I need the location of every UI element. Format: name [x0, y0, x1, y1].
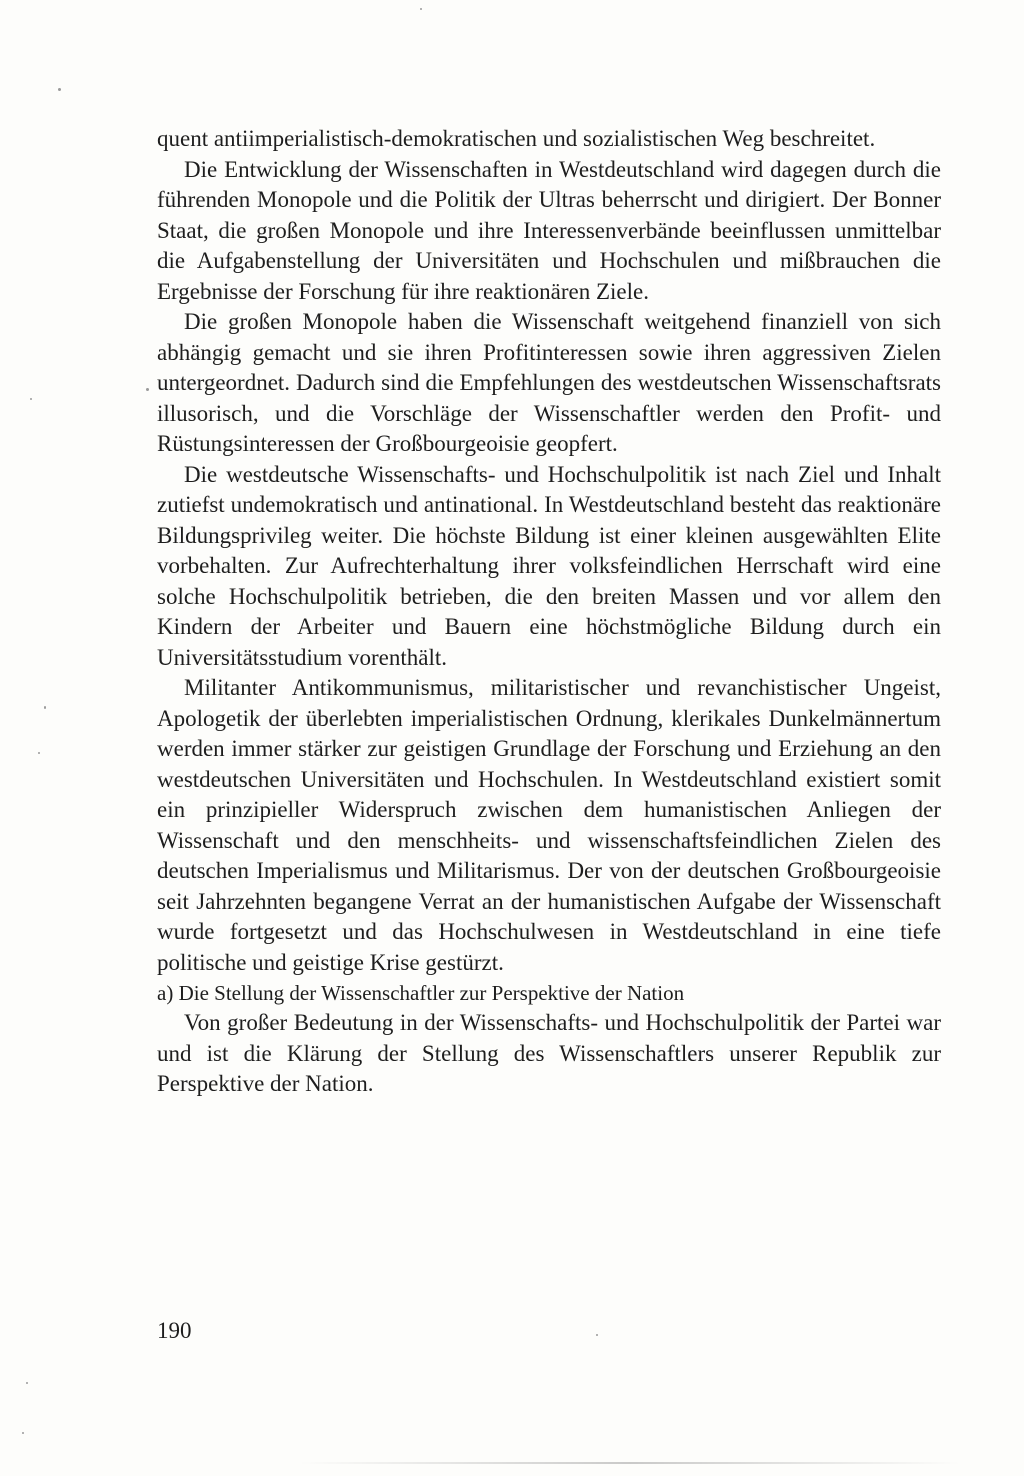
scan-speck [44, 706, 46, 709]
scan-speck [30, 398, 32, 400]
paragraph-anticommunism: Militanter Antikommunismus, militaristischer und revanchistischer Ungeist, Apologetik der überlebten imperialistischen Ordnung, klerikales Dunkelmännertum werden immer stärker zur geistigen Grundlage der Forschung und Erziehung an den westdeutschen Universitäten und Hochschulen. In Westdeutschland existiert somit ein prinzipieller Widerspruch zwischen dem humanistischen Anliegen der Wissenschaft und den menschheits- und wissenschaftsfeindlichen Zielen des deutschen Imperialismus und Militarismus. Der von der deutschen Großbourgeoisie seit Jahrzehnten begangene Verrat an der humanistischen Aufgabe der Wissenschaft wurde fortgesetzt und das Hochschulwesen in Westdeutschland in eine tiefe politische und geistige Krise gestürzt. [157, 675, 941, 975]
paragraph-university-policy: Die westdeutsche Wissenschafts- und Hochschulpolitik ist nach Ziel und Inhalt zutiefst undemokratisch und antinational. In Westdeutschland besteht das reaktionäre Bildungsprivileg weiter. Die höchste Bildung ist einer kleinen ausgewählten Elite vorbehalten. Zur Aufrechterhaltung ihrer volksfeindlichen Herrschaft wird eine solche Hochschulpolitik betrieben, die den breiten Massen und vor allem den Kindern der Arbeiter und Bauern eine höchstmögliche Bildung durch ein Universitätsstudium vorenthält. [157, 461, 941, 670]
page-number: 190 [157, 1318, 192, 1343]
scan-edge-smudge [300, 1462, 960, 1464]
page-body-text [157, 124, 941, 1100]
scan-speck [596, 1334, 598, 1336]
paragraph-monopolies: Die großen Monopole haben die Wissenschaft weitgehend finanziell von sich abhängig gemacht und sie ihren Profitinteressen sowie ihren aggressiven Zielen untergeordnet. Dadurch sind die Empfehlungen des westdeutschen Wissenschaftsrats illusorisch, und die Vorschläge der Wissenschaftler werden den Profit- und Rüstungsinteressen der Großbourgeoisie geopfert. [157, 309, 941, 456]
scan-speck [38, 752, 40, 754]
paragraph-science-development: Die Entwicklung der Wissenschaften in Westdeutschland wird dagegen durch die führenden Monopole und die Politik der Ultras beherrscht und dirigiert. Der Bonner Staat, die großen Monopole und ihre Interessenverbände beeinflussen unmittelbar die Aufgabenstellung der Universitäten und Hochschulen und mißbrauchen die Ergebnisse der Forschung für ihre reaktionären Ziele. [157, 156, 941, 304]
paragraph-continuation: quent antiimperialistisch-demokratischen und sozialistischen Weg beschreitet. [157, 126, 876, 151]
scan-speck [26, 1382, 28, 1384]
paragraph-closing: Von großer Bedeutung in der Wissenschafts- und Hochschulpolitik der Partei war und ist die Klärung der Stellung des Wissenschaftlers unserer Republik zur Perspektive der Nation. [157, 1010, 941, 1096]
scan-speck [146, 388, 149, 391]
scan-speck [58, 88, 61, 91]
section-subheading: a) Die Stellung der Wissenschaftler zur Perspektive der Nation [157, 981, 685, 1005]
scan-speck [22, 1432, 24, 1434]
scan-speck [420, 8, 422, 10]
